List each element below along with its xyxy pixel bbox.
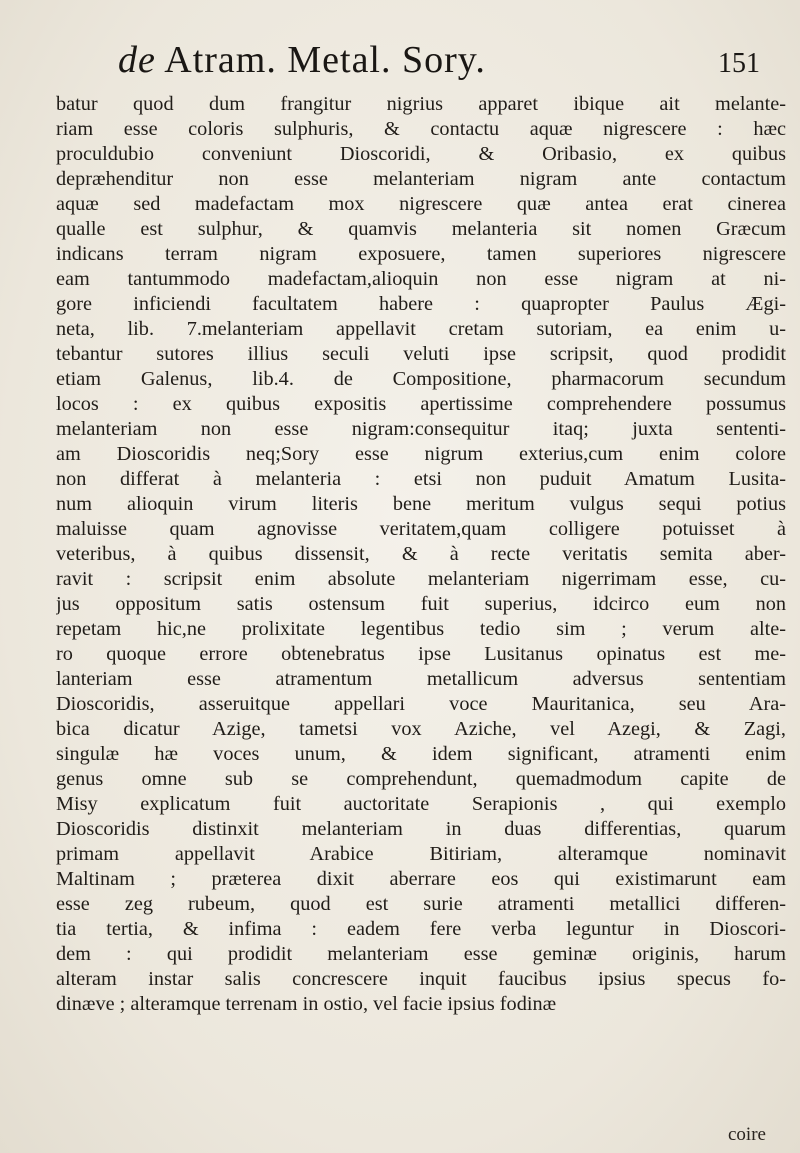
page-number: 151	[718, 48, 760, 79]
text-line: Dioscoridis distinxit melanteriam in duas differentias, quarum	[56, 818, 786, 840]
text-line: ro quoque errore obtenebratus ipse Lusitanus opinatus est me-	[56, 643, 786, 665]
text-line: alteram instar salis concrescere inquit faucibus ipsius specus fo-	[56, 968, 786, 990]
text-line: etiam Galenus, lib.4. de Compositione, pharmacorum secundum	[56, 368, 786, 390]
text-line: tia tertia, & infima : eadem fere verba leguntur in Dioscori-	[56, 918, 786, 940]
text-line: locos : ex quibus expositis apertissime comprehendere possumus	[56, 393, 786, 415]
text-line: lanteriam esse atramentum metallicum adversus sententiam	[56, 668, 786, 690]
text-line: neta, lib. 7.melanteriam appellavit cretam sutoriam, ea enim u-	[56, 318, 786, 340]
text-line: ravit : scripsit enim absolute melanteriam nigerrimam esse, cu-	[56, 568, 786, 590]
text-line: num alioquin virum literis bene meritum vulgus sequi potius	[56, 493, 786, 515]
text-line: depræhenditur non esse melanteriam nigram ante contactum	[56, 168, 786, 190]
text-line: repetam hic,ne prolixitate legentibus tedio sim ; verum alte-	[56, 618, 786, 640]
text-line: Misy explicatum fuit auctoritate Serapionis , qui exemplo	[56, 793, 786, 815]
text-line: proculdubio conveniunt Dioscoridi, & Oribasio, ex quibus	[56, 143, 786, 165]
text-line: melanteriam non esse nigram:consequitur itaq; juxta sententi-	[56, 418, 786, 440]
text-line: jus oppositum satis ostensum fuit superius, idcirco eum non	[56, 593, 786, 615]
text-line: aquæ sed madefactam mox nigrescere quæ antea erat cinerea	[56, 193, 786, 215]
text-line: gore inficiendi facultatem habere : quapropter Paulus Ægi-	[56, 293, 786, 315]
text-line: qualle est sulphur, & quamvis melanteria sit nomen Græcum	[56, 218, 786, 240]
text-line: indicans terram nigram exposuere, tamen superiores nigrescere	[56, 243, 786, 265]
text-line: dem : qui prodidit melanteriam esse geminæ originis, harum	[56, 943, 786, 965]
text-line: maluisse quam agnovisse veritatem,quam colligere potuisset à	[56, 518, 786, 540]
body-text	[56, 92, 786, 1017]
text-line: eam tantummodo madefactam,alioquin non esse nigram at ni-	[56, 268, 786, 290]
text-line: singulæ hæ voces unum, & idem significant, atramenti enim	[56, 743, 786, 765]
text-line: esse zeg rubeum, quod est surie atramenti metallici differen-	[56, 893, 786, 915]
text-line: dinæve ; alteramque terrenam in ostio, vel facie ipsius fodinæ	[56, 993, 557, 1015]
text-line: Dioscoridis, asseruitque appellari voce Mauritanica, seu Ara-	[56, 693, 786, 715]
text-line: primam appellavit Arabice Bitiriam, alteramque nominavit	[56, 843, 786, 865]
text-line: tebantur sutores illius seculi veluti ipse scripsit, quod prodidit	[56, 343, 786, 365]
text-line: bica dicatur Azige, tametsi vox Aziche, vel Azegi, & Zagi,	[56, 718, 786, 740]
text-line: riam esse coloris sulphuris, & contactu aquæ nigrescere : hæc	[56, 118, 786, 140]
text-line: Maltinam ; præterea dixit aberrare eos qui existimarunt eam	[56, 868, 786, 890]
running-title-roman: Atram. Metal. Sory.	[155, 39, 486, 81]
text-line: am Dioscoridis neq;Sory esse nigrum exterius,cum enim colore	[56, 443, 786, 465]
text-line: non differat à melanteria : etsi non puduit Amatum Lusita-	[56, 468, 786, 490]
text-line: veteribus, à quibus dissensit, & à recte veritatis semita aber-	[56, 543, 786, 565]
text-line: genus omne sub se comprehendunt, quemadmodum capite de	[56, 768, 786, 790]
running-title-italic: de	[118, 39, 156, 81]
catchword: coire	[728, 1124, 766, 1145]
page-header	[0, 38, 800, 88]
text-line: batur quod dum frangitur nigrius apparet ibique ait melante-	[56, 93, 786, 115]
running-title	[118, 38, 486, 82]
